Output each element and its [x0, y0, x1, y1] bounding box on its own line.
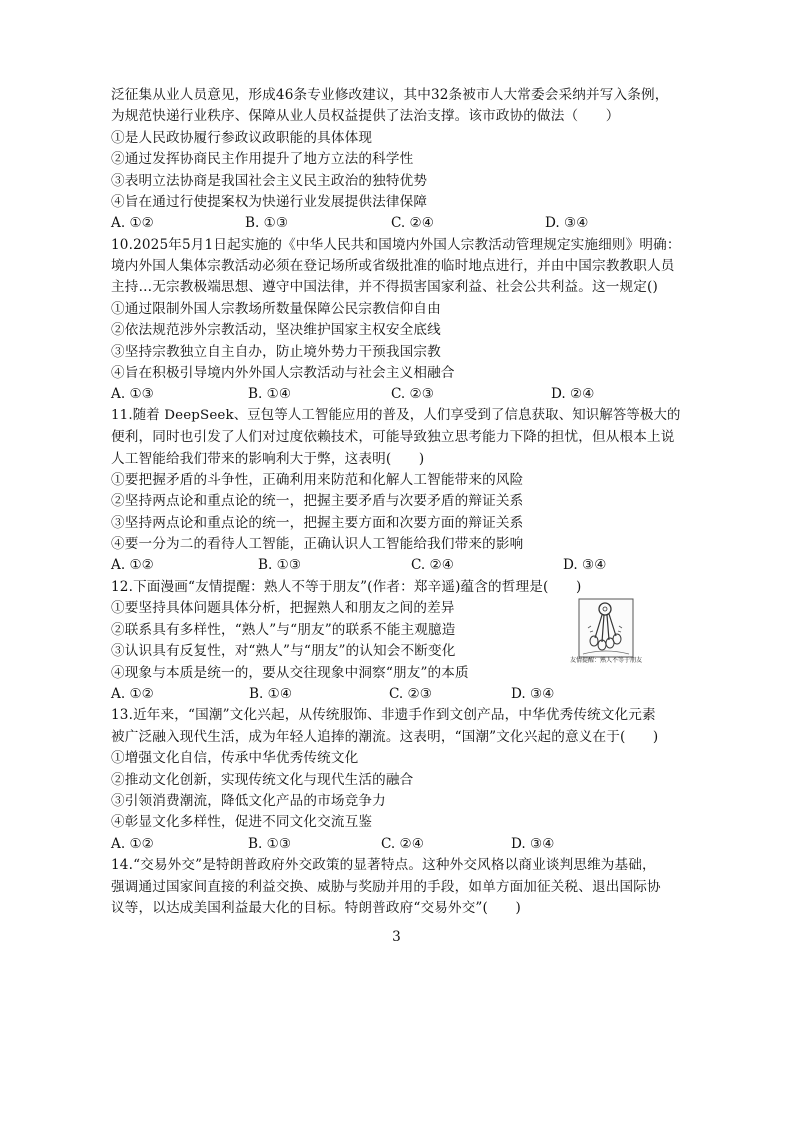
choice-statement: ①通过限制外国人宗教场所数量保障公民宗教信仰自由	[111, 301, 441, 317]
option-a: A. ①③	[111, 386, 154, 402]
text-line: 泛征集从业人员意见，形成46条专业修改建议，其中32条被市人大常委会采纳并写入条例，	[111, 87, 669, 103]
choice-statement: ①是人民政协履行参政议政职能的具体体现	[111, 130, 373, 146]
option-a: A. ①②	[111, 215, 154, 231]
choice-statement: ①增强文化自信，传承中华优秀传统文化	[111, 750, 359, 766]
choice-statement: ③引领消费潮流，降低文化产品的市场竞争力	[111, 793, 386, 809]
option-d: D. ③④	[563, 557, 607, 573]
question-stem: 11.随着 DeepSeek、豆包等人工智能应用的普及，人们享受到了信息获取、知识解答等极大的	[111, 408, 681, 423]
option-c: C. ②③	[391, 386, 434, 402]
question-stem: 议等，以达成美国利益最大化的目标。特朗普政府“交易外交”( )	[111, 900, 521, 916]
choice-statement: ②坚持两点论和重点论的统一，把握主要矛盾与次要矛盾的辩证关系	[111, 493, 524, 509]
option-c: C. ②④	[381, 836, 424, 852]
answer-options	[111, 685, 631, 703]
option-a: A. ①②	[111, 557, 154, 573]
option-d: D. ③④	[511, 836, 555, 852]
option-a: A. ①②	[111, 686, 154, 702]
question-stem: 境内外国人集体宗教活动必须在登记场所或省级批准的临时地点进行，并由中国宗教教职人员	[111, 258, 675, 274]
choice-statement: ②推动文化创新，实现传统文化与现代生活的融合	[111, 772, 414, 788]
cartoon-caption: 友情提醒：熟人不等于朋友	[570, 657, 643, 664]
choice-statement: ③坚持两点论和重点论的统一，把握主要方面和次要方面的辩证关系	[111, 515, 524, 531]
option-b: B. ①④	[249, 686, 293, 702]
answer-options	[111, 385, 631, 403]
option-b: B. ①③	[245, 215, 289, 231]
option-c: C. ②④	[411, 557, 454, 573]
question-stem: 13.近年来，“国潮”文化兴起，从传统服饰、非遗手作到文创产品，中华优秀传统文化元素	[111, 707, 656, 723]
option-b: B. ①④	[248, 386, 292, 402]
option-d: D. ③④	[545, 215, 589, 231]
question-stem: 被广泛融入现代生活，成为年轻人追捧的潮流。这表明，“国潮”文化兴起的意义在于( )	[111, 729, 659, 745]
question-stem: 10.2025年5月1日起实施的《中华人民共和国境内外国人宗教活动管理规定实施细则》明确：	[111, 237, 681, 253]
question-stem: 主持…无宗教极端思想、遵守中国法律，并不得损害国家利益、社会公共利益。这一规定()	[111, 279, 658, 295]
choice-statement: ④彰显文化多样性，促进不同文化交流互鉴	[111, 814, 373, 830]
choice-statement: ④要一分为二的看待人工智能，正确认识人工智能给我们带来的影响	[111, 536, 524, 552]
option-a: A. ①②	[111, 836, 154, 852]
option-d: D. ③④	[511, 686, 555, 702]
option-c: C. ②④	[391, 215, 434, 231]
question-stem: 强调通过国家间直接的利益交换、威胁与奖励并用的手段，如单方面加征关税、退出国际协	[111, 879, 661, 895]
choice-statement: ②联系具有多样性，“熟人”与“朋友”的联系不能主观臆造	[111, 622, 456, 638]
option-b: B. ①③	[258, 557, 302, 573]
text-line: 为规范快递行业秩序、保障从业人员权益提供了法治支撑。该市政协的做法（ ）	[111, 108, 620, 124]
choice-statement: ③认识具有反复性，对“熟人”与“朋友”的认知会不断变化	[111, 643, 456, 659]
question-stem: 便利，同时也引发了人们对过度依赖技术，可能导致独立思考能力下降的担忧，但从根本上说	[111, 429, 675, 445]
cartoon-keys-image	[578, 598, 634, 660]
question-stem: 14.“交易外交”是特朗普政府外交政策的显著特点。这种外交风格以商业谈判思维为基础，	[111, 857, 656, 873]
question-stem: 12.下面漫画“友情提醒：熟人不等于朋友”(作者：郑辛遥)蕴含的哲理是( )	[111, 579, 582, 595]
choice-statement: ④现象与本质是统一的，要从交往现象中洞察“朋友”的本质	[111, 665, 469, 681]
answer-options	[111, 556, 631, 574]
answer-options	[111, 835, 631, 853]
choice-statement: ①要把握矛盾的斗争性，正确利用来防范和化解人工智能带来的风险	[111, 472, 524, 488]
answer-options	[111, 214, 631, 232]
choice-statement: ④旨在通过行使提案权为快递行业发展提供法律保障	[111, 194, 428, 210]
option-b: B. ①③	[248, 836, 292, 852]
choice-statement: ③表明立法协商是我国社会主义民主政治的独特优势	[111, 173, 428, 189]
page-number: 3	[392, 929, 401, 945]
option-d: D. ②④	[551, 386, 595, 402]
option-c: C. ②③	[389, 686, 432, 702]
choice-statement: ③坚持宗教独立自主自办，防止境外势力干预我国宗教	[111, 344, 441, 360]
choice-statement: ②通过发挥协商民主作用提升了地方立法的科学性	[111, 151, 414, 167]
choice-statement: ①要坚持具体问题具体分析，把握熟人和朋友之间的差异	[111, 600, 455, 616]
choice-statement: ②依法规范涉外宗教活动，坚决维护国家主权安全底线	[111, 322, 441, 338]
choice-statement: ④旨在积极引导境内外外国人宗教活动与社会主义相融合	[111, 365, 455, 381]
question-stem: 人工智能给我们带来的影响利大于弊，这表明( )	[111, 451, 425, 467]
